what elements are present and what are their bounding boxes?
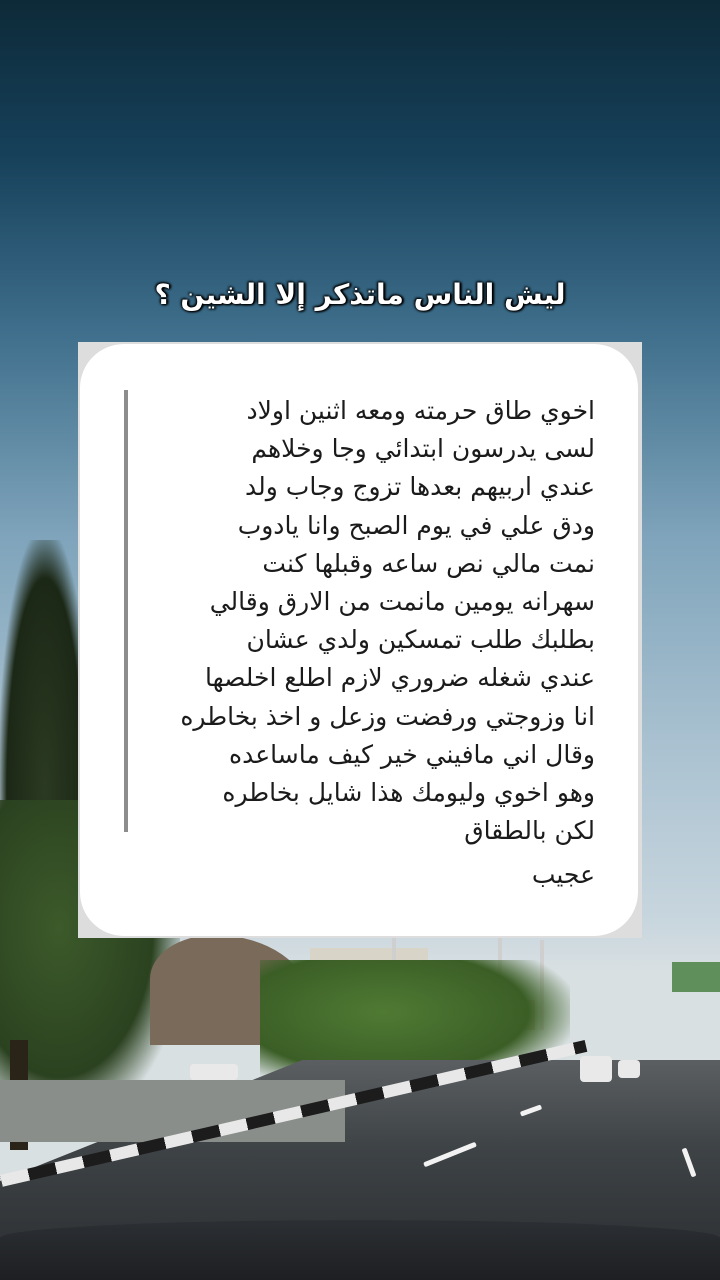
headline: ليش الناس ماتذكر إلا الشين ؟ [154, 278, 566, 311]
road-sign [672, 962, 720, 992]
quote-bar [124, 390, 128, 832]
post-line: لسى يدرسون ابتدائي وجا وخلاهم [251, 434, 595, 464]
post-line: ودق علي في يوم الصبح وانا يادوب [237, 510, 595, 540]
post-line: لكن بالطقاق [464, 816, 595, 846]
car-dashboard [0, 1220, 720, 1280]
post-line: عندي اربيهم بعدها تزوج وجاب ولد [245, 472, 595, 502]
post-line: نمت مالي نص ساعه وقبلها كنت [262, 548, 595, 578]
post-line: وقال اني مافيني خير كيف ماساعده [229, 739, 595, 769]
post-line: عندي شغله ضروري لازم اطلع اخلصها [204, 663, 595, 693]
post-line: اخوي طاق حرمته ومعه اثنين اولاد [246, 396, 595, 425]
post-line: وهو اخوي وليومك هذا شايل بخاطره [222, 778, 595, 808]
car [190, 1064, 238, 1080]
post-closing: عجيب [531, 860, 595, 889]
post-line: بطلبك طلب تمسكين ولدي عشان [246, 625, 595, 655]
car [580, 1056, 612, 1082]
car [618, 1060, 640, 1078]
post-body [140, 392, 595, 850]
post-line: سهرانه يومين مانمت من الارق وقالي [209, 587, 595, 617]
post-line: انا وزوجتي ورفضت وزعل و اخذ بخاطره [180, 701, 595, 731]
